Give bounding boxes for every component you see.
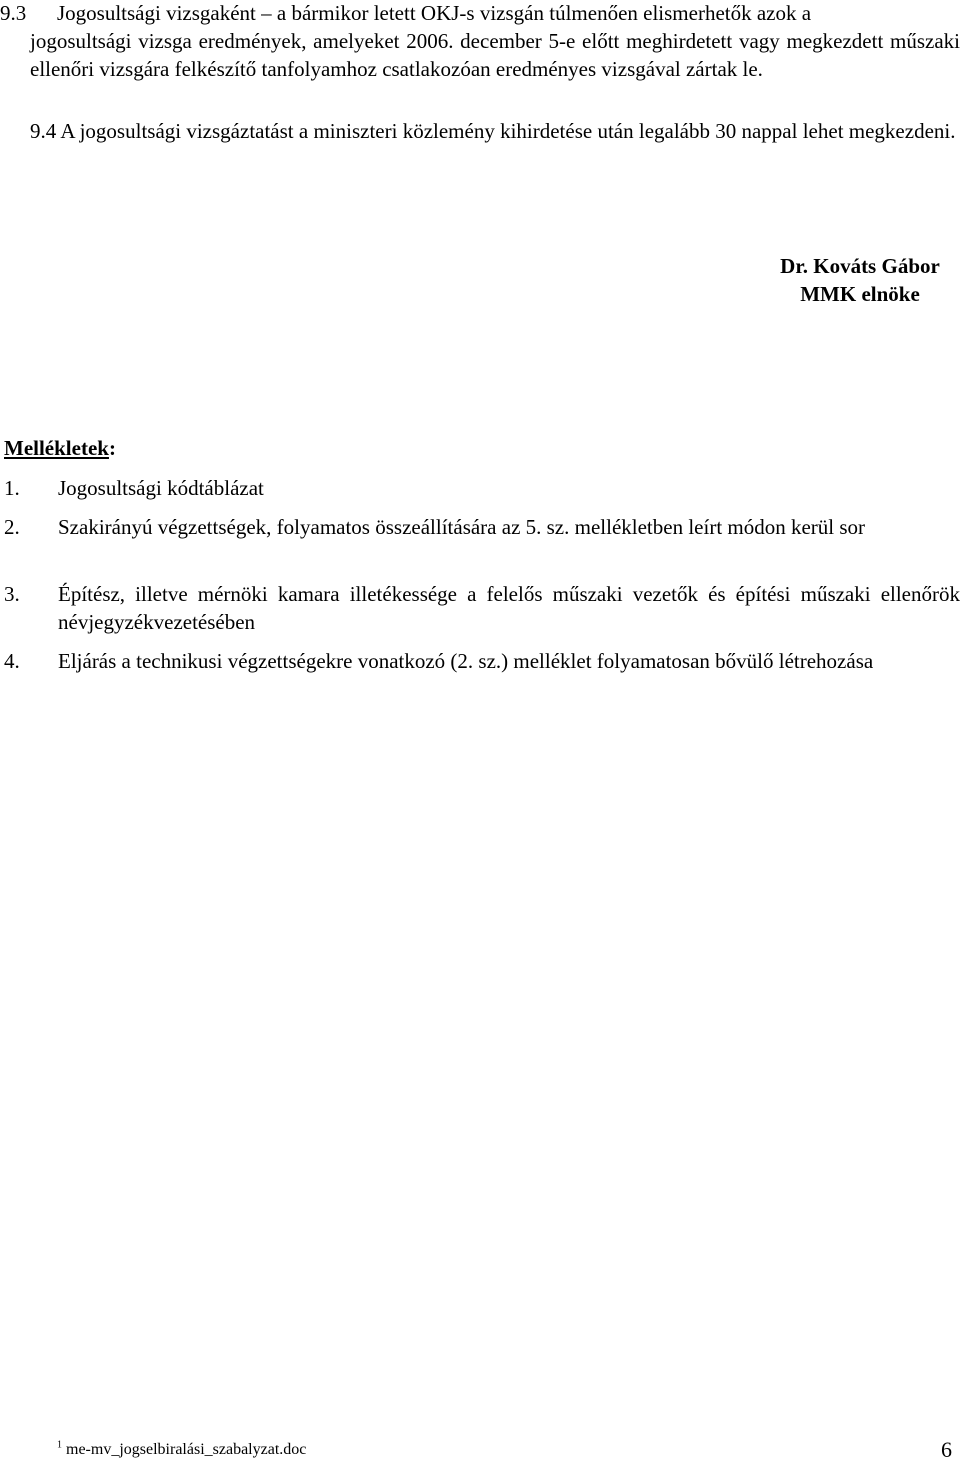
section-9-3-first-line: Jogosultsági vizsgaként – a bármikor letett OKJ-s vizsgán túlmenően elismerhetők azok a — [57, 1, 812, 25]
attachment-text: Építész, illetve mérnöki kamara illetékessége a felelős műszaki vezetők és építési műszaki ellenőrök névjegyzékvezetésében — [58, 582, 960, 634]
attachment-text: Eljárás a technikusi végzettségekre vonatkozó (2. sz.) melléklet folyamatosan bővülő létrehozása — [58, 649, 874, 673]
attachment-text: Jogosultsági kódtáblázat — [58, 476, 264, 500]
attachment-item — [4, 580, 960, 636]
attachment-number: 4. — [4, 649, 20, 673]
attachment-item — [4, 513, 960, 541]
attachment-text: Szakirányú végzettségek, folyamatos összeállítására az 5. sz. mellékletben leírt módon kerül sor — [58, 515, 866, 539]
page-number: 6 — [941, 1437, 952, 1462]
attachment-number: 2. — [4, 515, 20, 539]
section-9-3 — [0, 0, 960, 83]
section-9-4-text: 9.4 A jogosultsági vizsgáztatást a miniszteri közlemény kihirdetése után legalább 30 nappal lehet megkezdeni. — [30, 119, 956, 143]
footnote-mark: 1 — [57, 1439, 62, 1451]
section-number: 9.3 — [0, 1, 27, 25]
signatory-name: Dr. Kováts Gábor — [780, 254, 940, 278]
section-9-3-text: jogosultsági vizsga eredmények, amelyeket 2006. december 5-e előtt meghirdetett vagy megkezdett műszaki ellenőri vizsgára felkészítő tanfolyamhoz csatlakozóan eredményes vizsgával zártak le. — [30, 29, 960, 81]
attachment-number: 1. — [4, 476, 20, 500]
attachment-item — [4, 647, 960, 675]
signatory-title: MMK elnöke — [800, 282, 920, 306]
footnote-filename: me-mv_jogselbiralási_szabalyzat.doc — [66, 1441, 307, 1458]
attachment-number: 3. — [4, 582, 20, 606]
footnote — [57, 1441, 306, 1459]
attachments-heading-colon: : — [108, 436, 116, 460]
section-9-4 — [30, 117, 960, 145]
attachments-heading-label: Mellékletek — [4, 436, 109, 460]
attachments-heading — [4, 434, 116, 462]
attachment-item — [4, 474, 960, 502]
